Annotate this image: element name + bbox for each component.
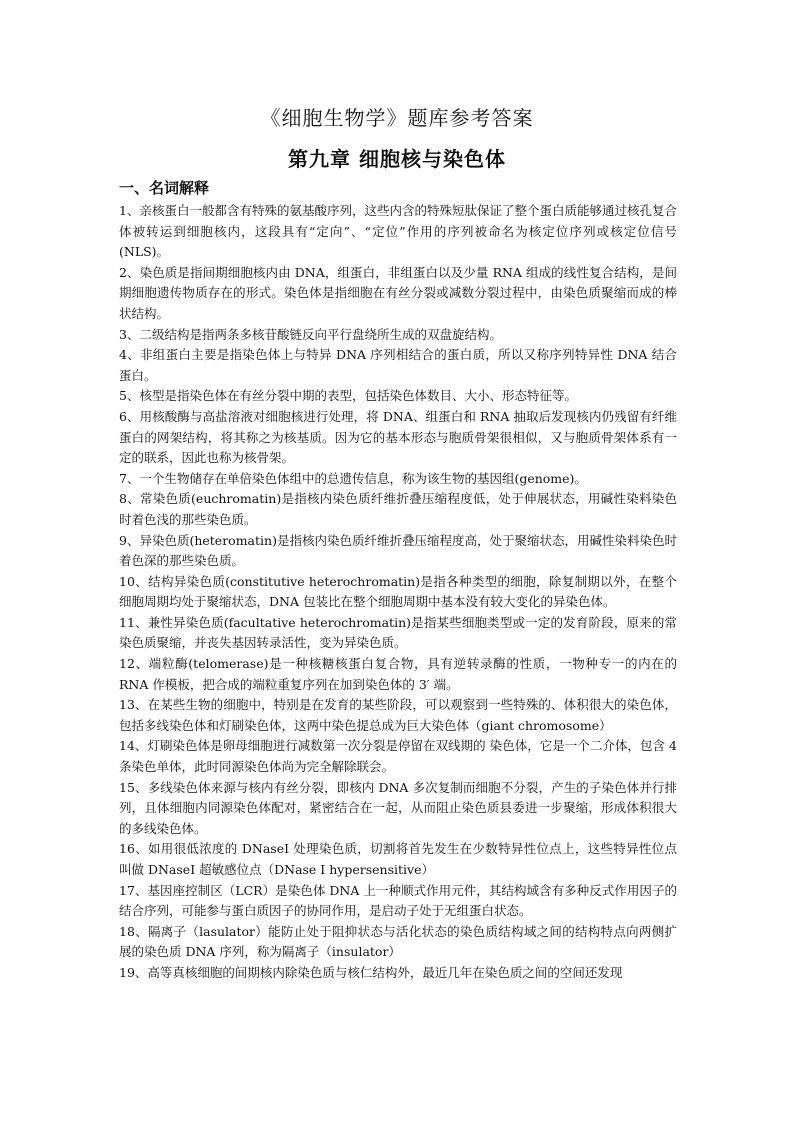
list-item: 7、一个生物储存在单倍染色体组中的总遗传信息，称为该生物的基因组(genome)。 — [119, 470, 587, 486]
section-heading: 一、名词解释 — [119, 179, 210, 197]
list-item: 9、异染色质(heteromatin)是指核内染色质纤维折叠压缩程度高，处于聚缩状态，用碱性染料染色时着色深的那些染色质。 — [119, 532, 677, 569]
list-item: 19、高等真核细胞的间期核内除染色质与核仁结构外，最近几年在染色质之间的空间还发现 — [119, 964, 623, 980]
list-item: 18、隔离子（lasulator）能防止处于阻抑状态与活化状态的染色质结构域之间的结构特点向两侧扩展的染色质 DNA 序列，称为隔离子（insulator） — [119, 923, 677, 960]
list-item: 6、用核酸酶与高盐溶液对细胞核进行处理，将 DNA、组蛋白和 RNA 抽取后发现核内仍残留有纤维蛋白的网架结构，将其称之为核基质。因为它的基本形态与胞质骨架很相似，又与胞质骨架体系有一定的联系，因此也称为核骨架。 — [119, 408, 677, 466]
list-item: 8、常染色质(euchromatin)是指核内染色质纤维折叠压缩程度低，处于伸展状态，用碱性染料染色时着色浅的那些染色质。 — [119, 491, 677, 527]
list-item: 2、染色质是指间期细胞核内由 DNA，组蛋白，非组蛋白以及少量 RNA 组成的线性复合结构，是间期细胞遗传物质存在的形式。染色体是指细胞在有丝分裂或减数分裂过程中，由染色质聚缩而成的棒状结构。 — [119, 264, 677, 321]
list-item: 12、端粒酶(telomerase)是一种核糖核蛋白复合物，具有逆转录酶的性质，一物种专一的内在的RNA 作模板，把合成的端粒重复序列在加到染色体的 3′ 端。 — [119, 656, 677, 692]
list-item: 15、多线染色体来源与核内有丝分裂，即核内 DNA 多次复制而细胞不分裂，产生的子染色体并行排列，且体细胞内同源染色体配对，紧密结合在一起，从而阻止染色质县委进一步聚缩，形成体积很大的多线染色体。 — [119, 779, 677, 836]
list-item: 5、核型是指染色体在有丝分裂中期的表型，包括染色体数目、大小、形态特征等。 — [119, 388, 577, 404]
list-item: 13、在某些生物的细胞中，特别是在发育的某些阶段，可以观察到一些特殊的、体积很大的染色体，包括多线染色体和灯刷染色体，这两中染色提总成为巨大染色体（giant chromosome） — [119, 697, 677, 733]
list-item: 4、非组蛋白主要是指染色体上与特异 DNA 序列相结合的蛋白质，所以又称序列特异性 DNA 结合蛋白。 — [119, 347, 677, 383]
list-item: 11、兼性异染色质(facultative heterochromatin)是指某些细胞类型或一定的发育阶段，原来的常染色质聚缩，并丧失基因转录活性，变为异染色质。 — [119, 614, 677, 651]
list-item: 10、结构异染色质(constitutive heterochromatin)是指各种类型的细胞，除复制期以外，在整个细胞周期均处于聚缩状态，DNA 包装比在整个细胞周期中基本没有较大变化的异染色体。 — [119, 573, 677, 610]
list-item: 16、如用很低浓度的 DNaseI 处理染色质，切割将首先发生在少数特异性位点上，这些特异性位点叫做 DNaseI 超敏感位点（DNase I hypersensitive） — [119, 841, 677, 877]
chapter-heading: 第九章 细胞核与染色体 — [288, 147, 506, 171]
answer-list — [119, 201, 677, 984]
document-title: 《细胞生物学》题库参考答案 — [260, 106, 534, 130]
list-item: 3、二级结构是指两条多核苷酸链反向平行盘绕所生成的双盘旋结构。 — [119, 326, 502, 342]
list-item: 1、亲核蛋白一般都含有特殊的氨基酸序列，这些内含的特殊短肽保证了整个蛋白质能够通过核孔复合体被转运到细胞核内，这段具有“定向”、“定位”作用的序列被命名为核定位序列或核定位信号(NLS)。 — [119, 203, 677, 260]
list-item: 17、基因座控制区（LCR）是染色体 DNA 上一种顺式作用元件，其结构域含有多种反式作用因子的结合序列，可能参与蛋白质因子的协同作用，是启动子处于无组蛋白状态。 — [119, 882, 677, 919]
list-item: 14、灯刷染色体是卵母细胞进行减数第一次分裂是停留在双线期的 染色体，它是一个二介体，包含 4 条染色单体，此时同源染色体尚为完全解除联会。 — [119, 738, 677, 775]
